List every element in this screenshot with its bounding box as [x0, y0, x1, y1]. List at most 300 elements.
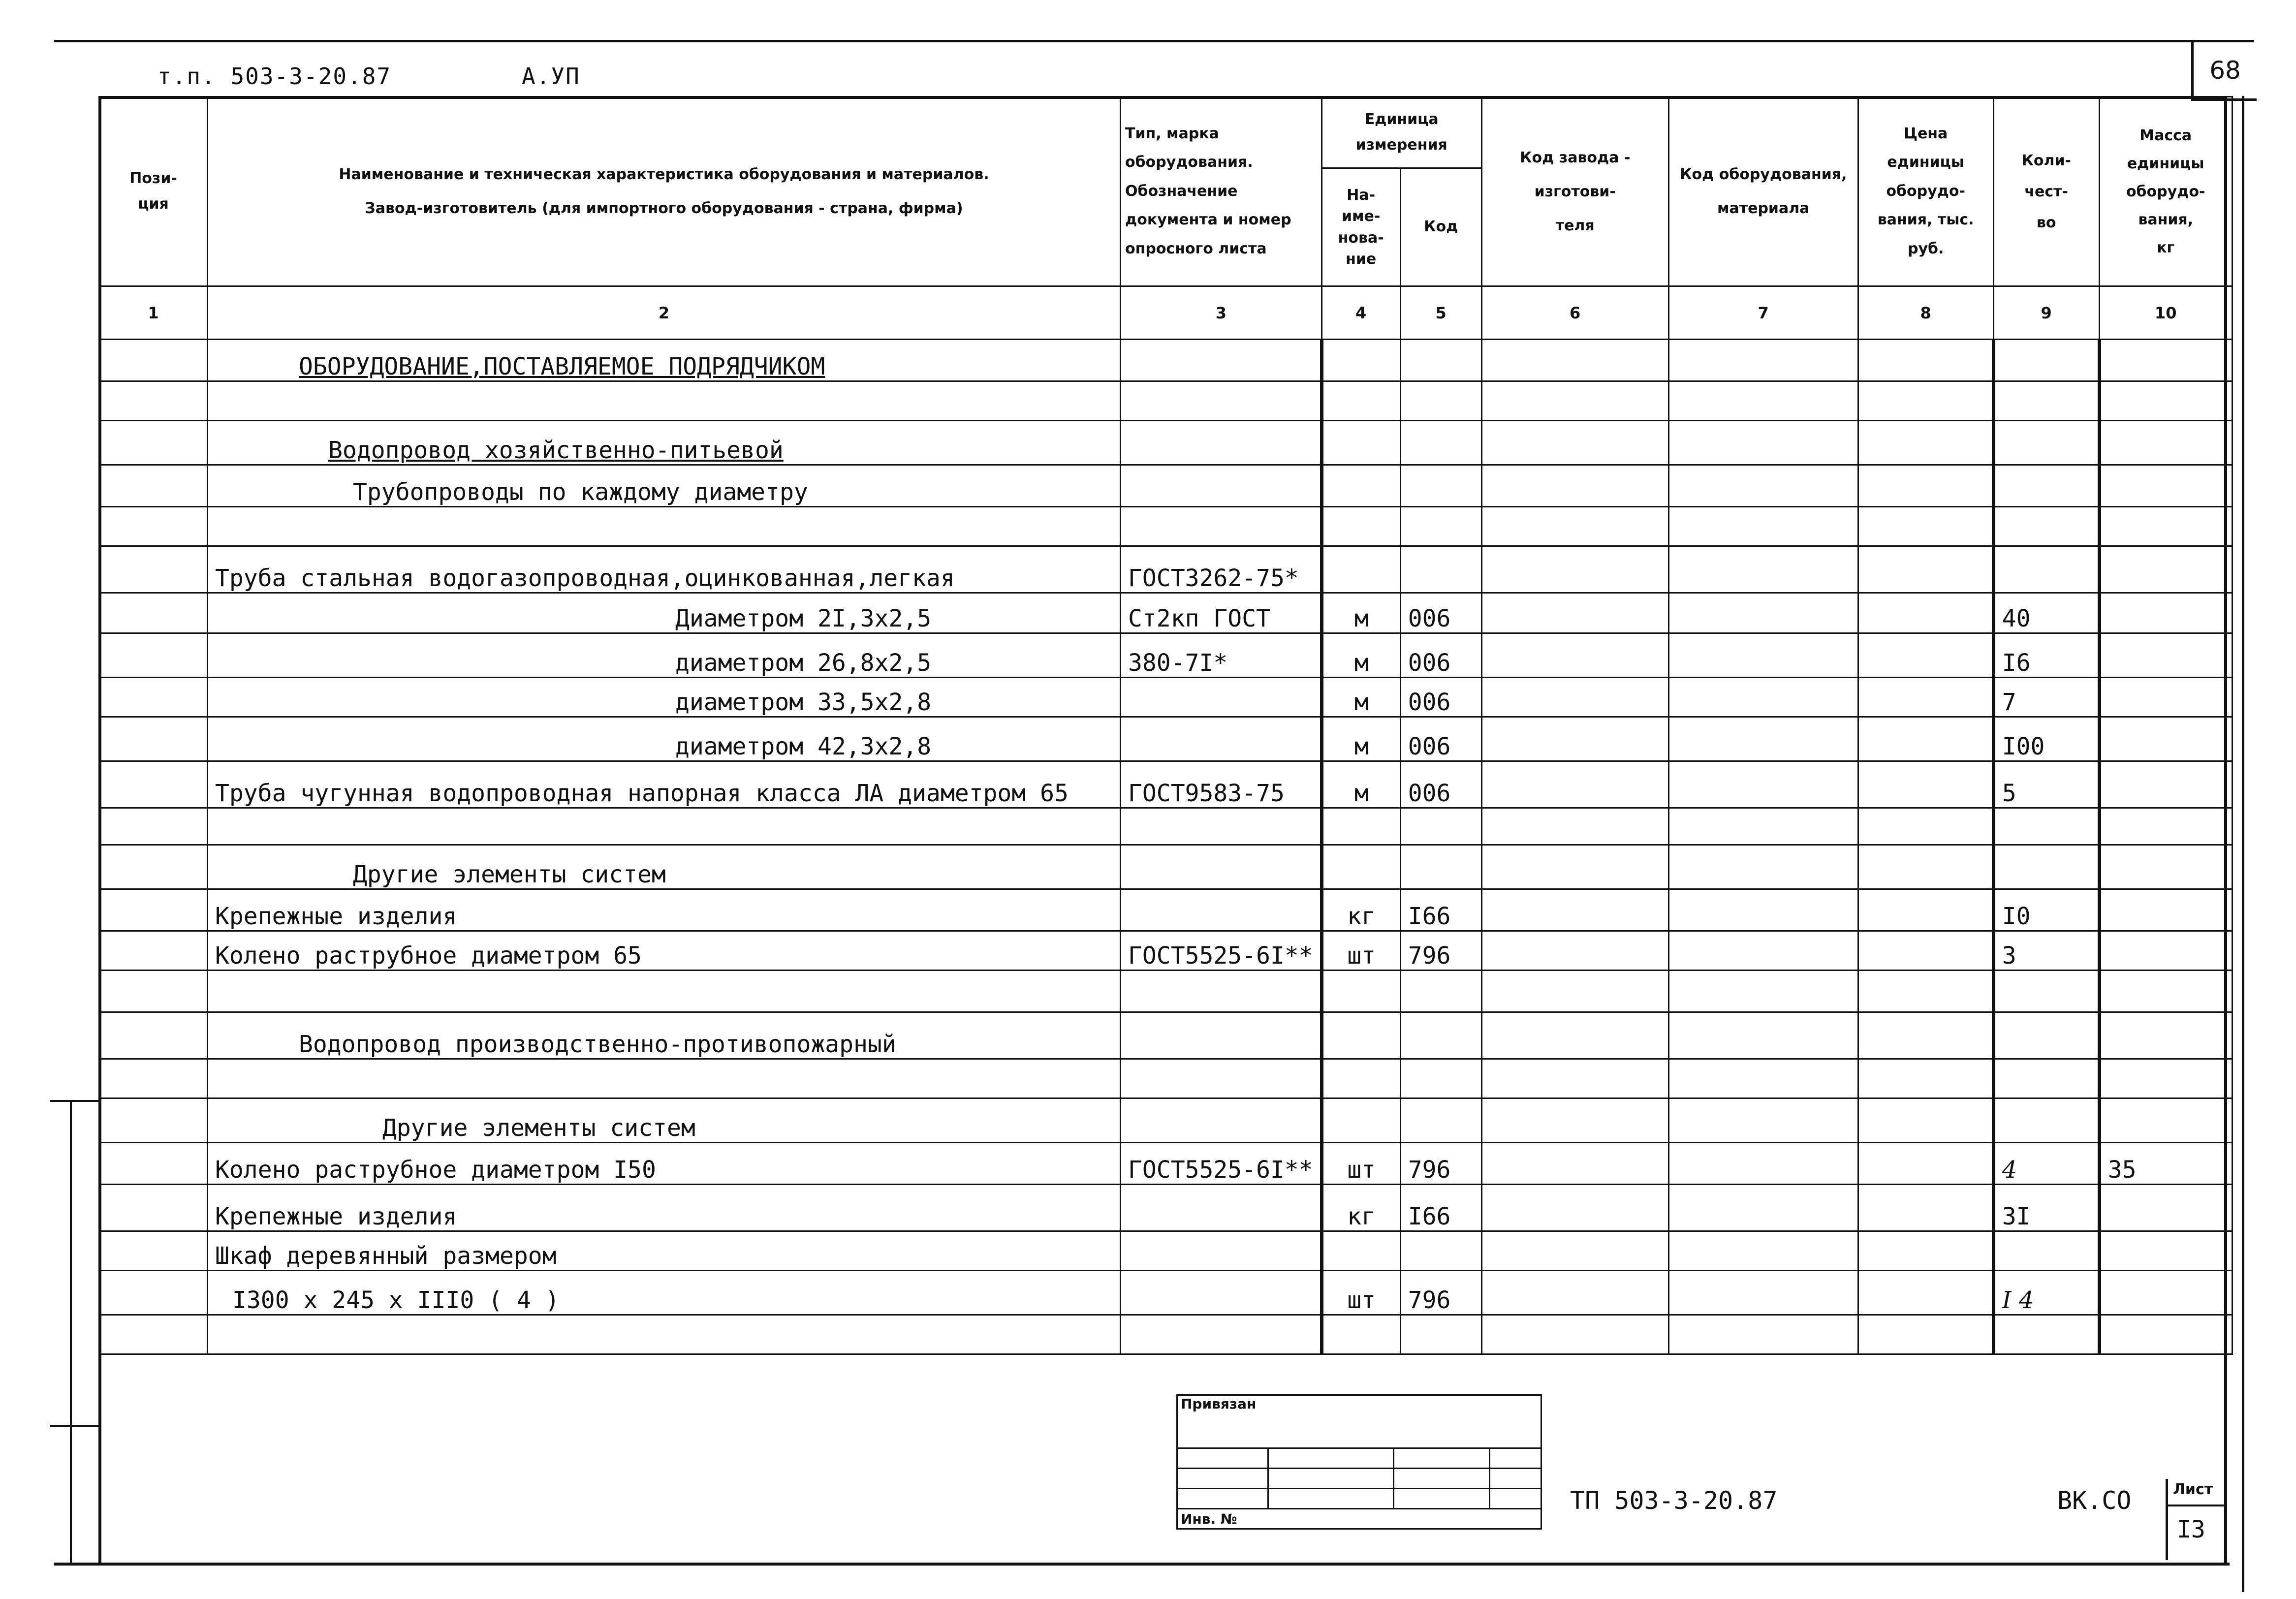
cell-quantity	[1993, 507, 2099, 546]
table-row	[99, 1059, 2233, 1098]
cell-quantity	[1993, 1315, 2099, 1354]
cell-position	[99, 1231, 208, 1271]
cell-factory-code	[1481, 931, 1668, 971]
page-number: 68	[2191, 42, 2257, 101]
table-row	[99, 381, 2233, 421]
cell-mass	[2099, 1185, 2232, 1231]
cell-unit-name	[1321, 1231, 1400, 1271]
cell-unit-code: I66	[1400, 889, 1481, 931]
cell-type	[1121, 1012, 1322, 1059]
cell-type: ГОСТ9583-75	[1121, 761, 1322, 808]
cell-unit-name: кг	[1321, 1185, 1400, 1231]
cell-position	[99, 1185, 208, 1231]
cell-mass: 35	[2099, 1143, 2232, 1185]
cell-equipment-code	[1668, 465, 1858, 507]
cell-price	[1858, 1231, 1993, 1271]
cell-price	[1858, 340, 1993, 381]
cell-equipment-code	[1668, 1231, 1858, 1271]
col-header-quantity: Коли- чест- во	[1993, 97, 2099, 286]
cell-name: ОБОРУДОВАНИЕ,ПОСТАВЛЯЕМОЕ ПОДРЯДЧИКОМ	[208, 340, 1121, 381]
cell-price	[1858, 889, 1993, 931]
cell-position	[99, 421, 208, 465]
cell-unit-name	[1321, 340, 1400, 381]
cell-mass	[2099, 717, 2232, 761]
cell-name: Труба чугунная водопроводная напорная класса ЛА диаметром 65	[208, 761, 1121, 808]
cell-factory-code	[1481, 1231, 1668, 1271]
cell-unit-name: м	[1321, 678, 1400, 717]
cell-price	[1858, 1315, 1993, 1354]
cell-quantity: 4	[1993, 1143, 2099, 1185]
cell-name	[208, 971, 1121, 1012]
cell-position	[99, 593, 208, 633]
cell-factory-code	[1481, 1059, 1668, 1098]
cell-quantity: I 4	[1993, 1271, 2099, 1315]
cell-name: I300 x 245 x III0 ( 4 )	[208, 1271, 1121, 1315]
cell-unit-name: кг	[1321, 889, 1400, 931]
cell-unit-code	[1400, 1059, 1481, 1098]
cell-mass	[2099, 1271, 2232, 1315]
cell-price	[1858, 1012, 1993, 1059]
cell-type	[1121, 808, 1322, 845]
cell-type	[1121, 845, 1322, 889]
cell-unit-code: I66	[1400, 1185, 1481, 1231]
cell-name	[208, 381, 1121, 421]
table-row	[99, 1231, 2233, 1271]
cell-type	[1121, 1271, 1322, 1315]
cell-position	[99, 889, 208, 931]
album-part: А.УП	[522, 63, 580, 90]
cell-mass	[2099, 678, 2232, 717]
cell-name	[208, 1059, 1121, 1098]
cell-unit-name: м	[1321, 717, 1400, 761]
cell-mass	[2099, 1059, 2232, 1098]
cell-price	[1858, 1098, 1993, 1143]
cell-name	[208, 507, 1121, 546]
cell-position	[99, 546, 208, 593]
cell-unit-name	[1321, 1315, 1400, 1354]
cell-quantity	[1993, 1012, 2099, 1059]
cell-mass	[2099, 889, 2232, 931]
cell-unit-code	[1400, 465, 1481, 507]
cell-factory-code	[1481, 1271, 1668, 1315]
cell-unit-code: 006	[1400, 633, 1481, 678]
cell-quantity	[1993, 845, 2099, 889]
cell-factory-code	[1481, 889, 1668, 931]
cell-type	[1121, 507, 1322, 546]
cell-equipment-code	[1668, 1143, 1858, 1185]
cell-name: диаметром 42,3x2,8	[208, 717, 1121, 761]
cell-unit-name	[1321, 1059, 1400, 1098]
cell-unit-name: шт	[1321, 931, 1400, 971]
table-row	[99, 340, 2233, 381]
cell-factory-code	[1481, 1143, 1668, 1185]
table-row	[99, 889, 2233, 931]
margin-divider	[50, 1100, 72, 1563]
cell-position	[99, 808, 208, 845]
cell-unit-code	[1400, 1098, 1481, 1143]
cell-unit-code: 796	[1400, 1271, 1481, 1315]
tied-stamp	[1176, 1394, 1542, 1530]
cell-position	[99, 761, 208, 808]
cell-unit-code	[1400, 1231, 1481, 1271]
cell-equipment-code	[1668, 808, 1858, 845]
cell-mass	[2099, 340, 2232, 381]
cell-mass	[2099, 465, 2232, 507]
inventory-label: Инв. №	[1177, 1509, 1541, 1529]
cell-name: Другие элементы систем	[208, 1098, 1121, 1143]
cell-type	[1121, 421, 1322, 465]
cell-unit-name: шт	[1321, 1143, 1400, 1185]
cell-equipment-code	[1668, 678, 1858, 717]
cell-position	[99, 1143, 208, 1185]
cell-equipment-code	[1668, 381, 1858, 421]
cell-factory-code	[1481, 761, 1668, 808]
col-num-4: 4	[1321, 286, 1400, 340]
cell-unit-name: м	[1321, 761, 1400, 808]
col-header-unit-code: Код	[1400, 168, 1481, 286]
table-row	[99, 717, 2233, 761]
col-header-unit-name: На- име- нова- ние	[1321, 168, 1400, 286]
table-row	[99, 845, 2233, 889]
table-row	[99, 465, 2233, 507]
cell-type	[1121, 678, 1322, 717]
cell-unit-name	[1321, 1098, 1400, 1143]
cell-price	[1858, 678, 1993, 717]
cell-price	[1858, 421, 1993, 465]
cell-position	[99, 507, 208, 546]
specification-table	[98, 96, 2233, 1355]
cell-factory-code	[1481, 717, 1668, 761]
cell-quantity	[1993, 1059, 2099, 1098]
cell-type: ГОСТ5525-6I**	[1121, 931, 1322, 971]
cell-equipment-code	[1668, 971, 1858, 1012]
cell-unit-name: м	[1321, 593, 1400, 633]
cell-mass	[2099, 931, 2232, 971]
cell-type: ГОСТ5525-6I**	[1121, 1143, 1322, 1185]
table-row	[99, 1012, 2233, 1059]
col-header-equipment-code: Код оборудования, материала	[1668, 97, 1858, 286]
cell-price	[1858, 761, 1993, 808]
cell-price	[1858, 465, 1993, 507]
table-row	[99, 971, 2233, 1012]
cell-unit-name	[1321, 546, 1400, 593]
cell-name: диаметром 26,8x2,5	[208, 633, 1121, 678]
album-number: т.п. 503-3-20.87	[157, 63, 392, 90]
col-num-1: 1	[99, 286, 208, 340]
cell-name: Колено раструбное диаметром 65	[208, 931, 1121, 971]
cell-unit-code	[1400, 845, 1481, 889]
cell-equipment-code	[1668, 931, 1858, 971]
cell-unit-code	[1400, 421, 1481, 465]
cell-price	[1858, 1059, 1993, 1098]
cell-unit-name	[1321, 381, 1400, 421]
sheet-label: Лист	[2173, 1481, 2213, 1498]
table-row	[99, 593, 2233, 633]
col-num-5: 5	[1400, 286, 1481, 340]
cell-mass	[2099, 1315, 2232, 1354]
cell-quantity: I00	[1993, 717, 2099, 761]
cell-factory-code	[1481, 808, 1668, 845]
cell-type	[1121, 1059, 1322, 1098]
cell-name: Другие элементы систем	[208, 845, 1121, 889]
cell-mass	[2099, 633, 2232, 678]
cell-factory-code	[1481, 593, 1668, 633]
cell-price	[1858, 1271, 1993, 1315]
cell-unit-code	[1400, 1012, 1481, 1059]
cell-quantity	[1993, 808, 2099, 845]
col-num-2: 2	[208, 286, 1121, 340]
cell-equipment-code	[1668, 717, 1858, 761]
cell-equipment-code	[1668, 1059, 1858, 1098]
cell-name: диаметром 33,5x2,8	[208, 678, 1121, 717]
cell-position	[99, 1315, 208, 1354]
cell-type	[1121, 381, 1322, 421]
cell-unit-code: 796	[1400, 931, 1481, 971]
cell-position	[99, 678, 208, 717]
cell-unit-code: 006	[1400, 678, 1481, 717]
cell-price	[1858, 381, 1993, 421]
cell-name: Водопровод хозяйственно-питьевой	[208, 421, 1121, 465]
cell-position	[99, 633, 208, 678]
table-row	[99, 1185, 2233, 1231]
cell-mass	[2099, 507, 2232, 546]
cell-mass	[2099, 1231, 2232, 1271]
table-row	[99, 546, 2233, 593]
bottom-rule	[54, 1563, 2230, 1566]
header-row-1	[99, 97, 2233, 168]
cell-equipment-code	[1668, 633, 1858, 678]
cell-mass	[2099, 593, 2232, 633]
cell-factory-code	[1481, 1185, 1668, 1231]
cell-equipment-code	[1668, 340, 1858, 381]
table-row	[99, 1143, 2233, 1185]
cell-equipment-code	[1668, 889, 1858, 931]
tied-label: Привязан	[1177, 1395, 1541, 1448]
cell-name: Колено раструбное диаметром I50	[208, 1143, 1121, 1185]
cell-name: Водопровод производственно-противопожарный	[208, 1012, 1121, 1059]
col-num-3: 3	[1121, 286, 1322, 340]
table-row	[99, 507, 2233, 546]
cell-mass	[2099, 845, 2232, 889]
cell-mass	[2099, 546, 2232, 593]
cell-price	[1858, 808, 1993, 845]
cell-type	[1121, 1098, 1322, 1143]
col-header-mass: Масса единицы оборудо- вания, кг	[2099, 97, 2232, 286]
cell-name	[208, 1315, 1121, 1354]
cell-quantity	[1993, 340, 2099, 381]
cell-equipment-code	[1668, 1185, 1858, 1231]
cell-factory-code	[1481, 971, 1668, 1012]
cell-unit-name: м	[1321, 633, 1400, 678]
cell-unit-code	[1400, 546, 1481, 593]
cell-quantity: 3I	[1993, 1185, 2099, 1231]
cell-factory-code	[1481, 546, 1668, 593]
cell-name: Труба стальная водогазопроводная,оцинкованная,легкая	[208, 546, 1121, 593]
cell-quantity: I0	[1993, 889, 2099, 931]
cell-equipment-code	[1668, 546, 1858, 593]
right-trim-line	[2242, 96, 2244, 1592]
cell-mass	[2099, 421, 2232, 465]
col-header-type: Тип, марка оборудования. Обозначение документа и номер опросного листа	[1121, 97, 1322, 286]
cell-quantity	[1993, 1098, 2099, 1143]
cell-position	[99, 1098, 208, 1143]
cell-unit-code: 006	[1400, 593, 1481, 633]
cell-type	[1121, 465, 1322, 507]
cell-name: Диаметром 2I,3x2,5	[208, 593, 1121, 633]
cell-type	[1121, 1315, 1322, 1354]
cell-type	[1121, 971, 1322, 1012]
table-row	[99, 931, 2233, 971]
cell-position	[99, 931, 208, 971]
cell-equipment-code	[1668, 1098, 1858, 1143]
cell-factory-code	[1481, 421, 1668, 465]
cell-mass	[2099, 1098, 2232, 1143]
cell-factory-code	[1481, 381, 1668, 421]
cell-unit-code: 006	[1400, 717, 1481, 761]
cell-price	[1858, 931, 1993, 971]
table-row	[99, 633, 2233, 678]
cell-type	[1121, 340, 1322, 381]
cell-position	[99, 465, 208, 507]
cell-type: Ст2кп ГОСТ	[1121, 593, 1322, 633]
cell-name: Трубопроводы по каждому диаметру	[208, 465, 1121, 507]
cell-name: Крепежные изделия	[208, 1185, 1121, 1231]
col-header-pos: Пози- ция	[99, 97, 208, 286]
cell-price	[1858, 1185, 1993, 1231]
cell-unit-name	[1321, 507, 1400, 546]
cell-position	[99, 971, 208, 1012]
col-num-6: 6	[1481, 286, 1668, 340]
cell-type	[1121, 889, 1322, 931]
cell-unit-name	[1321, 1012, 1400, 1059]
cell-unit-name	[1321, 465, 1400, 507]
cell-unit-code	[1400, 971, 1481, 1012]
top-rule	[54, 40, 2254, 42]
cell-price	[1858, 971, 1993, 1012]
cell-quantity: 5	[1993, 761, 2099, 808]
cell-factory-code	[1481, 678, 1668, 717]
cell-unit-code	[1400, 1315, 1481, 1354]
margin-line	[50, 1425, 98, 1427]
cell-position	[99, 381, 208, 421]
cell-equipment-code	[1668, 1271, 1858, 1315]
table-row	[99, 1315, 2233, 1354]
cell-quantity	[1993, 971, 2099, 1012]
cell-type	[1121, 717, 1322, 761]
table-row	[99, 1098, 2233, 1143]
cell-quantity: 3	[1993, 931, 2099, 971]
table-row	[99, 678, 2233, 717]
cell-position	[99, 717, 208, 761]
cell-price	[1858, 845, 1993, 889]
cell-unit-code	[1400, 340, 1481, 381]
cell-unit-code: 006	[1400, 761, 1481, 808]
cell-factory-code	[1481, 465, 1668, 507]
cell-equipment-code	[1668, 593, 1858, 633]
cell-position	[99, 1059, 208, 1098]
cell-unit-name	[1321, 808, 1400, 845]
col-header-name: Наименование и техническая характеристика оборудования и материалов. Завод-изготовитель (для импортного оборудования - страна, фирма)	[208, 97, 1121, 286]
margin-line	[50, 1100, 98, 1102]
document-mark: ВК.СО	[2057, 1486, 2132, 1515]
cell-factory-code	[1481, 1315, 1668, 1354]
cell-type	[1121, 1185, 1322, 1231]
col-num-9: 9	[1993, 286, 2099, 340]
cell-equipment-code	[1668, 1012, 1858, 1059]
cell-price	[1858, 1143, 1993, 1185]
cell-quantity	[1993, 465, 2099, 507]
cell-equipment-code	[1668, 421, 1858, 465]
cell-name: Крепежные изделия	[208, 889, 1121, 931]
cell-mass	[2099, 761, 2232, 808]
cell-name: Шкаф деревянный размером	[208, 1231, 1121, 1271]
cell-mass	[2099, 808, 2232, 845]
cell-equipment-code	[1668, 845, 1858, 889]
cell-type: ГОСТ3262-75*	[1121, 546, 1322, 593]
cell-equipment-code	[1668, 761, 1858, 808]
cell-price	[1858, 633, 1993, 678]
cell-equipment-code	[1668, 507, 1858, 546]
column-number-row	[99, 286, 2233, 340]
cell-equipment-code	[1668, 1315, 1858, 1354]
cell-unit-name	[1321, 971, 1400, 1012]
cell-price	[1858, 546, 1993, 593]
cell-quantity	[1993, 381, 2099, 421]
table-row	[99, 808, 2233, 845]
col-num-8: 8	[1858, 286, 1993, 340]
cell-price	[1858, 593, 1993, 633]
cell-position	[99, 1271, 208, 1315]
cell-quantity: 7	[1993, 678, 2099, 717]
cell-position	[99, 340, 208, 381]
cell-price	[1858, 507, 1993, 546]
cell-unit-name	[1321, 421, 1400, 465]
cell-position	[99, 845, 208, 889]
cell-unit-name	[1321, 845, 1400, 889]
table-body	[99, 340, 2233, 1354]
cell-unit-name: шт	[1321, 1271, 1400, 1315]
cell-position	[99, 1012, 208, 1059]
cell-factory-code	[1481, 1012, 1668, 1059]
cell-quantity: I6	[1993, 633, 2099, 678]
sheet-number: I3	[2177, 1516, 2205, 1543]
cell-factory-code	[1481, 845, 1668, 889]
col-num-10: 10	[2099, 286, 2232, 340]
cell-factory-code	[1481, 340, 1668, 381]
cell-type: 380-7I*	[1121, 633, 1322, 678]
cell-quantity	[1993, 1231, 2099, 1271]
col-header-factory-code: Код завода - изготови- теля	[1481, 97, 1668, 286]
cell-unit-code	[1400, 381, 1481, 421]
sheet-box	[2166, 1479, 2227, 1560]
cell-mass	[2099, 381, 2232, 421]
cell-quantity: 40	[1993, 593, 2099, 633]
cell-mass	[2099, 1012, 2232, 1059]
cell-price	[1858, 717, 1993, 761]
table-row	[99, 761, 2233, 808]
cell-quantity	[1993, 421, 2099, 465]
cell-unit-code	[1400, 507, 1481, 546]
col-header-price: Цена единицы оборудо- вания, тыс. руб.	[1858, 97, 1993, 286]
table-row	[99, 421, 2233, 465]
cell-type	[1121, 1231, 1322, 1271]
cell-unit-code: 796	[1400, 1143, 1481, 1185]
cell-factory-code	[1481, 1098, 1668, 1143]
table-row	[99, 1271, 2233, 1315]
cell-unit-code	[1400, 808, 1481, 845]
cell-factory-code	[1481, 507, 1668, 546]
col-num-7: 7	[1668, 286, 1858, 340]
